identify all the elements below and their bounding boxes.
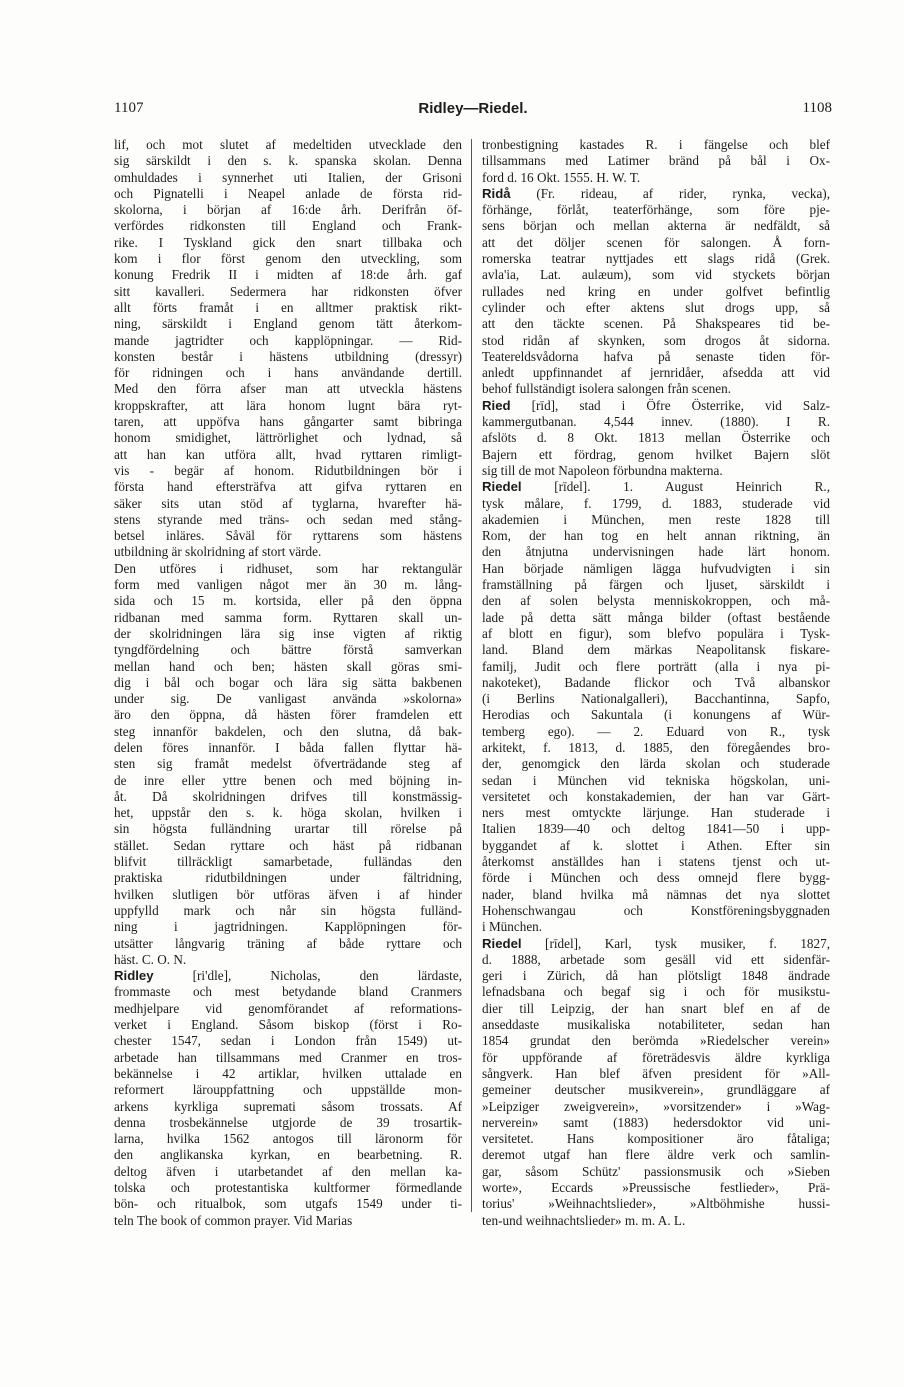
text-line: att det döljer scenen för salongen. Å forn-: [482, 234, 830, 250]
text-line: återkomst anställdes han i statens tjenst och ut-: [482, 854, 830, 870]
text-line: taren, att uppöfva hans gångarter samt bibringa: [114, 414, 462, 430]
text-line: konsten består i hästens utbildning (dressyr): [114, 348, 462, 364]
text-line: sitt kavalleri. Sedermera har ridkonsten öfver: [114, 283, 462, 299]
text-line: larna, hvilka 1562 antogos till läronorm för: [114, 1131, 462, 1147]
text-line: Ried [rīd], stad i Öfre Österrike, vid Salz-: [482, 397, 830, 413]
text-line: häst. C. O. N.: [114, 951, 187, 967]
text-line: der, genomgick den lärda skolan och studerade: [482, 756, 830, 772]
text-line: Herodias och Sakuntala (i konungens af Wür-: [482, 707, 830, 723]
text-line: i München.: [482, 919, 543, 935]
text-line: Han började nämligen lägga hufvudvigten i sin: [482, 560, 830, 576]
text-line: teln The book of common prayer. Vid Marias: [114, 1212, 353, 1228]
text-line: arbetade han tillsammans med Cranmer en tros-: [114, 1049, 462, 1065]
text-line: hvilken slutligen bör utföras äfven i af hinder: [114, 886, 462, 902]
text-line: Ridley [ri'dle], Nicholas, den lärdaste,: [114, 968, 462, 984]
text-line: allt förts framåt i en alltmer praktisk rikt-: [114, 299, 462, 315]
text-line: behof fullständigt isolera salongen från scenen.: [482, 381, 732, 397]
text-line: delen föres innanför. I båda fallen flyttar hä-: [114, 739, 462, 755]
text-line: frommaste och mest betydande bland Cranmers: [114, 984, 462, 1000]
text-line: verket i England. Såsom biskop (först i Ro-: [114, 1017, 462, 1033]
text-line: sten sig framåt medelst öfverträdande steg af: [114, 756, 462, 772]
text-line: deremot utgaf han flere äldre verk och samlin-: [482, 1147, 830, 1163]
left-column: [114, 137, 462, 1229]
text-line: blifvit tillräckligt samarbetade, fulländas den: [114, 854, 462, 870]
text-line: den åtnjutna undervisningen hade lärt honom.: [482, 544, 830, 560]
text-line: honom smidighet, lättrörlighet och lydnad, så: [114, 430, 462, 446]
text-line: afslöts d. 8 Okt. 1813 mellan Österrike och: [482, 430, 830, 446]
text-line: af blott en figur), som blefvo populära i Tysk-: [482, 625, 830, 641]
text-line: stens styrande med träns- och sedan med stång-: [114, 511, 462, 527]
text-line: arkitekt, f. 1813, d. 1885, den föregåendes bro-: [482, 739, 830, 755]
text-line: rullades ned kring en under golfvet befintlig: [482, 283, 830, 299]
text-line: förhänge, förlåt, teaterförhänge, som före pje-: [482, 202, 830, 218]
text-line: tillsammans med Latimer bränd på bål i Ox-: [482, 153, 830, 169]
text-line: sångverk. Han blef äfven president för »All-: [482, 1065, 830, 1081]
text-line: lif, och mot slutet af medeltiden utvecklade den: [114, 137, 462, 152]
text-line: gemeiner deutscher musikverein», grundläggare af: [482, 1082, 830, 1098]
text-line: för uppförande af företrädesvis äldre kyrkliga: [482, 1049, 830, 1065]
text-line: för ridningen och i hans användande dertill.: [114, 365, 462, 381]
page-number-right: 1108: [802, 100, 832, 116]
right-column: [482, 137, 830, 1229]
text-line: reformert lärouppfattning och uppställde mon-: [114, 1082, 462, 1098]
text-line: första hand eftersträfva att gifva ryttaren en: [114, 479, 462, 495]
text-line: cylinder och efter aktens slut drogs upp, så: [482, 299, 830, 315]
text-line: Den utföres i ridhuset, som har rektangulär: [114, 560, 462, 576]
text-line: lefnadsbana och begaf sig i och för musikstu-: [482, 984, 830, 1000]
text-line: den af solen belysta menniskokroppen, och må-: [482, 593, 830, 609]
text-line: Riedel [rīdel], Karl, tysk musiker, f. 1827,: [482, 935, 830, 951]
headword: Ridley: [114, 968, 154, 984]
text-line: de inre eller yttre benen och med böjning in-: [114, 772, 462, 788]
headword: Ridå: [482, 185, 511, 201]
running-title: Ridley—Riedel.: [418, 100, 528, 117]
text-line: ford d. 16 Okt. 1555. H. W. T.: [482, 169, 641, 185]
text-line: d. 1888, arbetade som gesäll vid ett sidenfär-: [482, 951, 830, 967]
text-line: versitetet och konstakademien, der han var Gärt-: [482, 788, 830, 804]
text-line: sida och 15 m. kortsida, eller på den öppna: [114, 593, 462, 609]
text-line: 1854 grundat den berömda »Riedelscher verein»: [482, 1033, 830, 1049]
text-line: Rom, der han tog en helt annan riktning, än: [482, 528, 830, 544]
text-line: Italien 1839—40 och deltog 1841—50 i upp-: [482, 821, 830, 837]
text-line: romerska teatrar nyttjades ett slags ridå (Grek.: [482, 251, 830, 267]
text-line: skolorna, i början af 16:de årh. Derifrån öf-: [114, 202, 462, 218]
text-line: versitetet. Hans kompositioner äro fåtaliga;: [482, 1131, 830, 1147]
text-line: land. Bland dem märkas Neapolitansk fiskare-: [482, 642, 830, 658]
text-line: framställning på färgen och ljuset, särskildt i: [482, 577, 830, 593]
text-line: familj, Judit och flere porträtt (alla i nya pi-: [482, 658, 830, 674]
text-line: akademien i München, men reste 1828 till: [482, 511, 830, 527]
text-line: kroppskrafter, att lära honom lugnt bära ryt-: [114, 397, 462, 413]
text-line: praktiska ridutbildningen under fältridning,: [114, 870, 462, 886]
text-line: arkens kyrkliga supremati såsom trossats. Af: [114, 1098, 462, 1114]
text-line: avla'ia, Lat. aulæum), som vid styckets början: [482, 267, 830, 283]
text-line: utsätter långvarig träning af både ryttare och: [114, 935, 462, 951]
text-line: sedan i München vid tekniska högskolan, uni-: [482, 772, 830, 788]
text-line: bekännelse i 42 artiklar, hvilken uttalade en: [114, 1065, 462, 1081]
text-line: tolska och protestantiska kultformer förmedlande: [114, 1180, 462, 1195]
text-line: mande jagtridter och kapplöpningar. — Rid-: [114, 332, 462, 348]
text-line: uppfylld mark och når sin högsta fulländ-: [114, 902, 462, 918]
text-line: sens början och mellan akterna är nedfäldt, så: [482, 218, 830, 234]
text-line: deltog äfven i utarbetandet af den mellan ka-: [114, 1163, 462, 1179]
text-line: Ridå (Fr. rideau, af rider, rynka, vecka),: [482, 185, 830, 201]
text-line: verfördes ridkonsten till England och Frank-: [114, 218, 462, 234]
text-line: steg innanför bakdelen, och den slutna, då bak-: [114, 723, 462, 739]
text-line: nerverein» samt (1883) hedersdoktor vid uni-: [482, 1114, 830, 1130]
text-line: Hohenschwangau och Konstföreningsbyggnaden: [482, 902, 830, 918]
text-line: omhuldades i synnerhet uti Italien, der Grisoni: [114, 169, 462, 185]
text-line: Bajern ett fördrag, genom hvilket Bajern slöt: [482, 446, 830, 462]
text-line: stället. Sedan ryttare och häst på ridbanan: [114, 837, 462, 853]
text-line: tronbestigning kastades R. i fängelse och blef: [482, 137, 830, 152]
text-line: och Pignatelli i Neapel anlade de första rid-: [114, 185, 462, 201]
text-line: ridbanan med samma form. Ryttaren skall un-: [114, 609, 462, 625]
text-line: sig särskildt i den s. k. spanska skolan. Denna: [114, 153, 462, 169]
text-line: tyngdfördelning och bättre förstå samverkan: [114, 642, 462, 658]
text-line: betsel inläres. Såväl för ryttarens som hästens: [114, 528, 462, 544]
text-line: nakoteket), Badande flickor och Två albanskor: [482, 674, 830, 690]
text-line: att han kan utföra allt, hvad ryttaren rimligt-: [114, 446, 462, 462]
page-number-left: 1107: [114, 100, 144, 116]
text-line: stod ridån af skynken, som drogos åt sidorna.: [482, 332, 830, 348]
text-line: nader, bland hvilka må nämnas det nya slottet: [482, 886, 830, 902]
text-line: Med den förra afser man att utveckla hästens: [114, 381, 462, 397]
text-line: dig i bål och bogar och lära sig sätta bakbenen: [114, 674, 462, 690]
text-line: sig till de mot Napoleon förbundna makterna.: [482, 462, 723, 478]
text-line: äro den öppna, då hästen förer framdelen ett: [114, 707, 462, 723]
text-line: förde i München och dess omnejd flere bygg-: [482, 870, 830, 886]
text-line: chester 1547, sedan i London från 1549) ut-: [114, 1033, 462, 1049]
column-divider: [471, 139, 472, 1212]
text-line: byggandet af k. slottet i Athen. Efter sin: [482, 837, 830, 853]
text-line: anseddaste musikaliska notabiliteter, sedan han: [482, 1017, 830, 1033]
text-line: der skolridningen lära sig inse vigten af riktig: [114, 625, 462, 641]
text-line: lade på detta sätt många bilder (oftast bestående: [482, 609, 830, 625]
text-line: Riedel [rīdel]. 1. August Heinrich R.,: [482, 479, 830, 495]
text-line: att den täckte scenen. På Shakspeares tid be-: [482, 316, 830, 332]
text-line: den anglikanska kyrkan, en bearbetning. R.: [114, 1147, 462, 1163]
text-line: sin högsta fulländning urartar till rörelse på: [114, 821, 462, 837]
headword: Riedel: [482, 935, 522, 951]
text-line: gar, såsom Schütz' passionsmusik och »Sieben: [482, 1163, 830, 1179]
text-line: dier till Leipzig, der han snart blef en af de: [482, 1000, 830, 1016]
text-line: Teatereldsvådorna hafva på senaste tiden för-: [482, 348, 830, 364]
text-line: kammergutbanan. 4,544 innev. (1880). I R.: [482, 414, 830, 430]
text-line: worte», Eccards »Preussische festlieder», Prä-: [482, 1180, 830, 1195]
text-line: vis - begär af honom. Ridutbildningen bör i: [114, 462, 462, 478]
headword: Riedel: [482, 479, 522, 495]
text-line: säker sits utan stöd af tyglarna, hvarefter hä-: [114, 495, 462, 511]
text-line: form med vanligen något mer än 30 m. lång-: [114, 577, 462, 593]
text-line: ning i jagtridningen. Kapplöpningen för-: [114, 919, 462, 935]
text-line: tysk målare, f. 1799, d. 1883, studerade vid: [482, 495, 830, 511]
text-line: rike. I Tyskland gick den snart tillbaka och: [114, 234, 462, 250]
text-line: »Leipziger zweigverein», »vorsitzender» i »Wag-: [482, 1098, 830, 1114]
text-line: mellan hand och ben; hästen skall göras smi-: [114, 658, 462, 674]
text-line: bön- och ritualbok, som utgafs 1549 under ti-: [114, 1196, 462, 1212]
text-line: ten-und weihnachtslieder» m. m. A. L.: [482, 1212, 686, 1228]
text-line: ning, särskildt i England genom tätt återkom-: [114, 316, 462, 332]
text-line: anledt uppfinnandet af jernridåer, afsedda att vid: [482, 365, 830, 381]
text-line: geri i Zürich, då han plötsligt 1848 ändrade: [482, 968, 830, 984]
text-line: (i Berlins Nationalgalleri), Bacchantinna, Sapfo,: [482, 691, 830, 707]
text-line: het, uppstår den s. k. höga skolan, hvilken i: [114, 805, 462, 821]
page-header: [114, 100, 832, 122]
text-line: ners mest omtyckte lärjunge. Han studerade i: [482, 805, 830, 821]
text-line: temberg ego). — 2. Eduard von R., tysk: [482, 723, 830, 739]
text-line: medhjelpare vid genomförandet af reformations-: [114, 1000, 462, 1016]
text-line: åt. Då skolridningen drifves till konstmässig-: [114, 788, 462, 804]
text-line: kom i flor först genom den utveckling, som: [114, 251, 462, 267]
headword: Ried: [482, 397, 511, 413]
text-line: denna trosbekännelse utgjorde de 39 trosartik-: [114, 1114, 462, 1130]
text-line: under sig. De vanligast använda »skolorna»: [114, 691, 462, 707]
text-line: konung Fredrik II i midten af 18:de årh. gaf: [114, 267, 462, 283]
text-line: utbildning är skolridning af stort värde.: [114, 544, 322, 560]
text-line: torius' »Weihnachtslieder», »Altböhmishe hussi-: [482, 1196, 830, 1212]
